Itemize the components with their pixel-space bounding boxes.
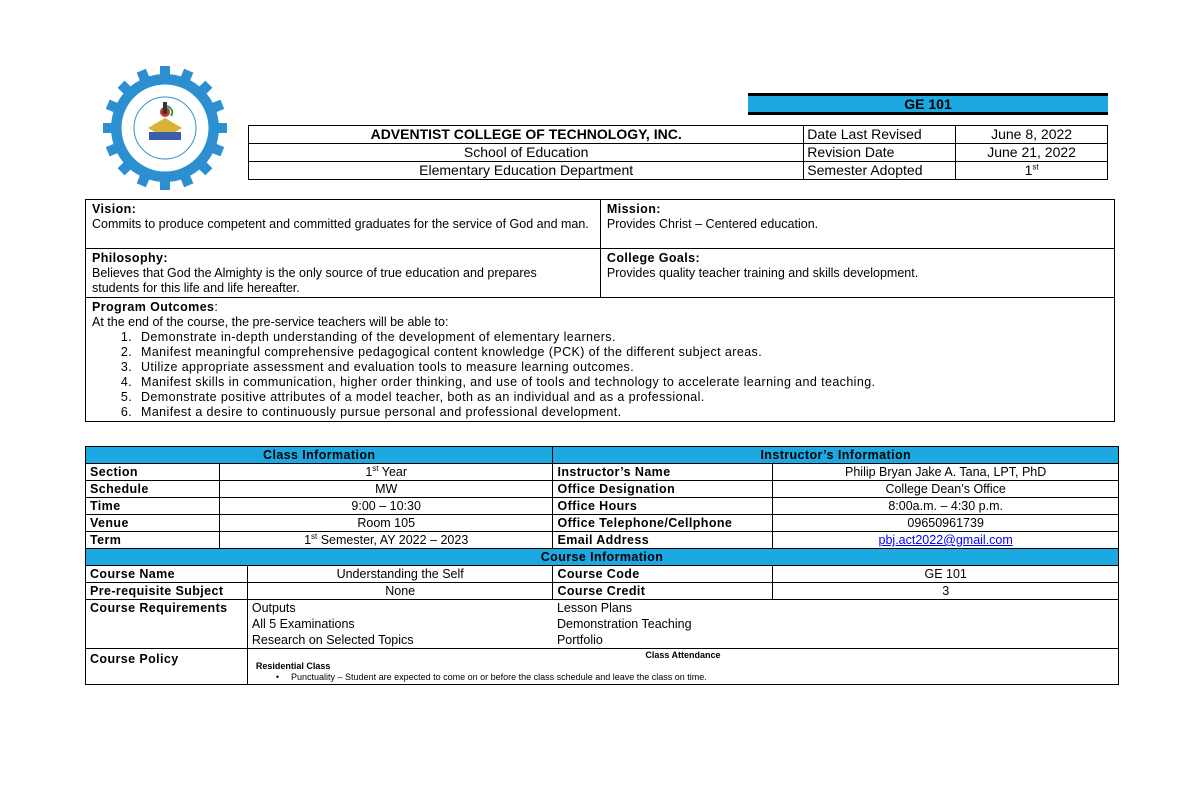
semester-adopted-label: Semester Adopted [804,162,956,180]
vision-cell [86,200,601,249]
header-table [248,125,1108,180]
office-designation-label: Office Designation [553,481,773,498]
section-value: 1st Year [219,464,553,481]
list-item: Portfolio [556,633,603,647]
prerequisite-value: None [247,583,553,600]
list-item: Research on Selected Topics [251,633,414,647]
instructor-name-value: Philip Bryan Jake A. Tana, LPT, PhD [773,464,1119,481]
course-code-value: GE 101 [773,566,1119,583]
venue-value: Room 105 [219,515,553,532]
office-phone-label: Office Telephone/Cellphone [553,515,773,532]
course-credit-label: Course Credit [553,583,773,600]
email-label: Email Address [553,532,773,549]
requirements-left [247,600,553,649]
schedule-label: Schedule [86,481,220,498]
email-cell [773,532,1119,549]
vision-title: Vision: [92,202,137,216]
venue-label: Venue [86,515,220,532]
list-item: 2. Manifest meaningful comprehensive pedagogical content knowledge (PCK) of the different subject areas. [136,345,1108,360]
mission-cell [600,200,1114,249]
institution-name: ADVENTIST COLLEGE OF TECHNOLOGY, INC. [249,126,804,144]
course-info-table [85,446,1119,685]
program-outcomes-cell: Program Outcomes: At the end of the course, the pre-service teachers will be able to: 1. Demonstrate in-depth understanding of the development of elementary learners. 2. Manifest meaningful comprehensive pedagogical content knowledge (PCK) of the different subject areas. 3. Utilize appropriate assessment and evaluation tools to measure learning outcomes. 4. Manifest skills in communication, higher order thinking, and use of tools and technology to accelerate learning and teaching. 5. Demonstrate positive attributes of a model teacher, both as an individual and as a professional. 6. Manifest a desire to continuously pursue personal and professional development. [86,298,1115,422]
bullet-icon: • [275,672,280,682]
list-item: 3. Utilize appropriate assessment and evaluation tools to measure learning outcomes. [136,360,1108,375]
office-phone-value: 09650961739 [773,515,1119,532]
mission-text: Provides Christ – Centered education. [606,217,819,231]
philosophy-title: Philosophy: [92,251,168,265]
college-goals-title: College Goals: [606,251,701,265]
instructor-name-label: Instructor’s Name [553,464,773,481]
program-outcomes-title: Program Outcomes [92,300,215,314]
instructor-info-header: Instructor’s Information [553,447,1119,464]
list-item: Lesson Plans [556,601,633,615]
program-outcomes-intro: At the end of the course, the pre-service teachers will be able to: [92,315,449,329]
course-requirements-label: Course Requirements [86,600,248,649]
section-label: Section [86,464,220,481]
school-name: School of Education [249,144,804,162]
office-designation-value: College Dean’s Office [773,481,1119,498]
department-name: Elementary Education Department [249,162,804,180]
list-item: 4. Manifest skills in communication, higher order thinking, and use of tools and technology to accelerate learning and teaching. [136,375,1108,390]
list-item: 5. Demonstrate positive attributes of a model teacher, both as an individual and as a professional. [136,390,1108,405]
list-item: All 5 Examinations [251,617,355,631]
semester-adopted-value: 1st [956,162,1108,180]
prerequisite-label: Pre-requisite Subject [86,583,248,600]
policy-title: Class Attendance [645,650,721,660]
time-value: 9:00 – 10:30 [219,498,553,515]
revision-date-label: Revision Date [804,144,956,162]
college-goals-text: Provides quality teacher training and skills development. [606,266,919,280]
course-name-label: Course Name [86,566,248,583]
date-last-revised-value: June 8, 2022 [956,126,1108,144]
course-code-banner: GE 101 [748,93,1108,115]
policy-item: • Punctuality – Student are expected to come on or before the class schedule and leave the class on time. [275,672,707,682]
course-policy-label: Course Policy [86,649,248,685]
philosophy-cell [86,249,601,298]
policy-subtitle: Residential Class [255,661,331,671]
vision-text: Commits to produce competent and committed graduates for the service of God and man. [92,217,589,231]
list-item: Demonstration Teaching [556,617,692,631]
philosophy-text: Believes that God the Almighty is the only source of true education and prepares students for this life and life hereafter. [92,266,537,295]
office-hours-label: Office Hours [553,498,773,515]
schedule-value: MW [219,481,553,498]
course-name-value: Understanding the Self [247,566,553,583]
course-code-label: Course Code [553,566,773,583]
college-goals-cell [600,249,1114,298]
vision-mission-table [85,199,1115,422]
list-item: Outputs [251,601,296,615]
email-link[interactable]: pbj.act2022@gmail.com [878,533,1013,547]
class-info-header: Class Information [86,447,553,464]
term-value: 1st Semester, AY 2022 – 2023 [219,532,553,549]
list-item: 1. Demonstrate in-depth understanding of the development of elementary learners. [136,330,1108,345]
revision-date-value: June 21, 2022 [956,144,1108,162]
course-credit-value: 3 [773,583,1119,600]
list-item: 6. Manifest a desire to continuously pursue personal and professional development. [136,405,1108,420]
course-policy-cell [247,649,1118,685]
course-info-header: Course Information [86,549,1119,566]
requirements-right [553,600,1119,649]
program-outcomes-list [92,330,1108,420]
date-last-revised-label: Date Last Revised [804,126,956,144]
office-hours-value: 8:00a.m. – 4:30 p.m. [773,498,1119,515]
college-logo [103,66,227,190]
mission-title: Mission: [606,202,661,216]
term-label: Term [86,532,220,549]
time-label: Time [86,498,220,515]
